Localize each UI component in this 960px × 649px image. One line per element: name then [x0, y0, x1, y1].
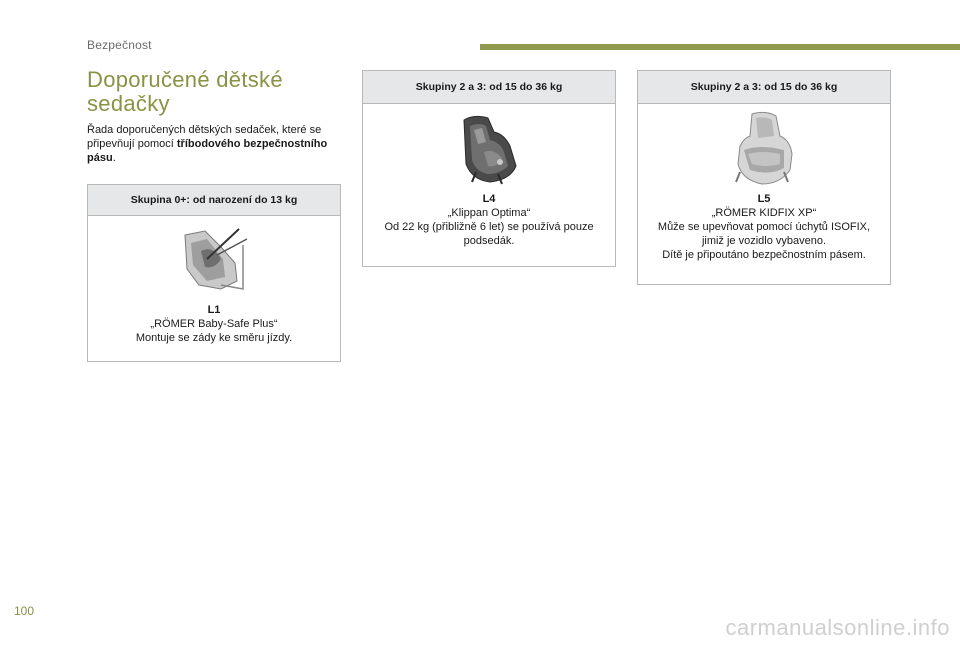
intro-end: . [112, 152, 116, 164]
seat-note: Dítě je připoutáno bezpečnostním pásem. [662, 249, 866, 261]
page-title: Doporučené dětské sedačky [87, 67, 283, 116]
card-header: Skupiny 2 a 3: od 15 do 36 kg [363, 71, 615, 104]
card-group-1 [362, 70, 616, 267]
seat-note: Montuje se zády ke směru jízdy. [135, 332, 293, 344]
seat-note: Může se upevňovat pomocí úchytů ISOFIX, [657, 221, 871, 233]
card-body [363, 112, 615, 248]
booster-seat-grey-icon [730, 110, 798, 186]
section-bar [480, 44, 960, 50]
section-label: Bezpečnost [87, 38, 152, 52]
seat-code: L5 [757, 193, 771, 205]
seat-name: „RÖMER KIDFIX XP“ [711, 207, 817, 219]
intro-text: Řada doporučených dětských sedaček, které se připevňují pomocí [87, 124, 322, 150]
card-body [88, 225, 340, 345]
booster-seat-dark-icon [454, 112, 524, 186]
card-group-0 [87, 184, 341, 362]
card-group-2 [637, 70, 891, 285]
card-header: Skupina 0+: od narození do 13 kg [88, 185, 340, 216]
seat-note: jimiž je vozidlo vybaveno. [701, 235, 827, 247]
intro-paragraph [87, 123, 337, 165]
intro-bold: tříbodového bezpečnostního pásu [87, 138, 328, 164]
seat-name: „Klippan Optima“ [447, 207, 531, 219]
infant-carrier-seat-icon [177, 225, 251, 295]
seat-note: podsedák. [463, 235, 515, 247]
watermark: carmanualsonline.info [725, 615, 950, 640]
seat-code: L1 [207, 304, 221, 316]
seat-name: „RÖMER Baby-Safe Plus“ [150, 318, 278, 330]
seat-code: L4 [482, 193, 496, 205]
card-header: Skupiny 2 a 3: od 15 do 36 kg [638, 71, 890, 104]
page-number: 100 [14, 604, 35, 618]
seat-note: Od 22 kg (přibližně 6 let) se používá pouze [384, 221, 594, 233]
card-body [638, 110, 890, 262]
